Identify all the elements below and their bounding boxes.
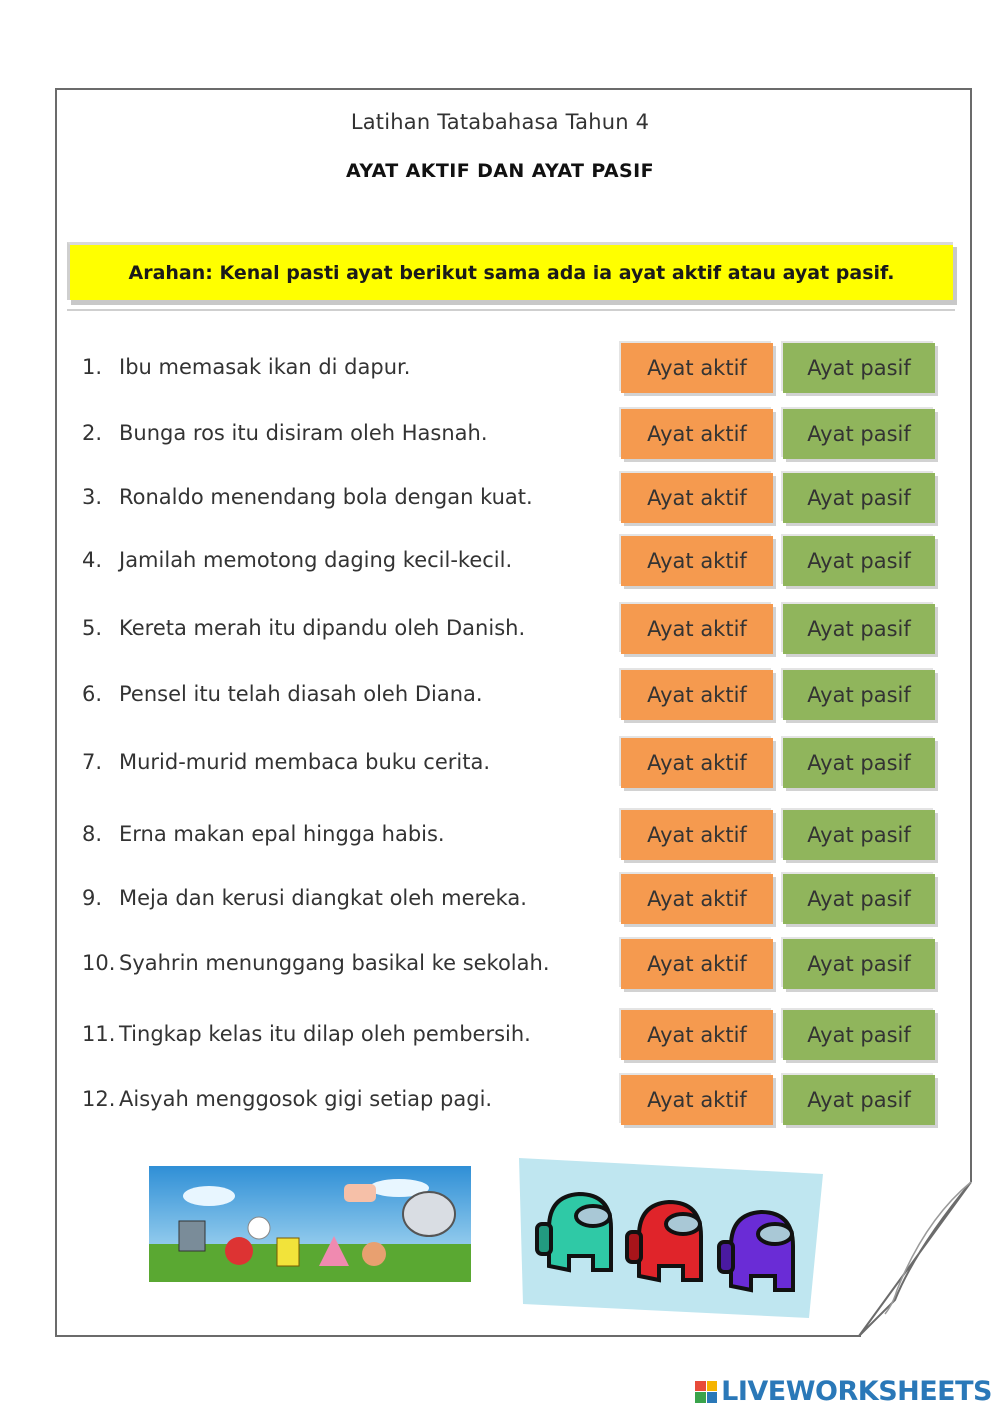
question-text: Pensel itu telah diasah oleh Diana. — [119, 682, 483, 706]
ayat-aktif-button[interactable]: Ayat aktif — [621, 536, 773, 586]
among-us-crewmates-icon — [519, 1158, 823, 1318]
instruction-banner: Arahan: Kenal pasti ayat berikut sama ada ia ayat aktif atau ayat pasif. — [67, 242, 953, 300]
ayat-pasif-button[interactable]: Ayat pasif — [783, 874, 935, 924]
ayat-pasif-button[interactable]: Ayat pasif — [783, 604, 935, 654]
question-text: Aisyah menggosok gigi setiap pagi. — [119, 1087, 493, 1111]
question-item — [82, 682, 483, 706]
ayat-pasif-button[interactable]: Ayat pasif — [783, 536, 935, 586]
ayat-pasif-button[interactable]: Ayat pasif — [783, 738, 935, 788]
question-text: Kereta merah itu dipandu oleh Danish. — [119, 616, 526, 640]
liveworksheets-icon — [695, 1381, 717, 1403]
question-item — [82, 616, 525, 640]
question-text: Erna makan epal hingga habis. — [119, 822, 445, 846]
ayat-pasif-button[interactable]: Ayat pasif — [783, 1010, 935, 1060]
brand-name: LIVEWORKSHEETS — [721, 1376, 992, 1407]
question-item — [82, 355, 410, 379]
ayat-aktif-button[interactable]: Ayat aktif — [621, 409, 773, 459]
liveworksheets-logo — [695, 1376, 992, 1407]
question-number: 10. — [82, 951, 116, 975]
question-number: 8. — [82, 822, 103, 846]
question-text: Meja dan kerusi diangkat oleh mereka. — [119, 886, 527, 910]
ayat-aktif-button[interactable]: Ayat aktif — [621, 604, 773, 654]
ayat-pasif-button[interactable]: Ayat pasif — [783, 810, 935, 860]
question-item — [82, 1022, 531, 1046]
question-number: 5. — [82, 616, 103, 640]
question-item — [82, 822, 445, 846]
ayat-pasif-button[interactable]: Ayat pasif — [783, 1075, 935, 1125]
ayat-aktif-button[interactable]: Ayat aktif — [621, 1075, 773, 1125]
worksheet-subtitle: Latihan Tatabahasa Tahun 4 — [350, 110, 650, 134]
question-item — [82, 485, 533, 509]
question-item — [82, 951, 550, 975]
cartoon-characters-icon — [149, 1166, 471, 1282]
ayat-aktif-button[interactable]: Ayat aktif — [621, 874, 773, 924]
question-number: 6. — [82, 682, 103, 706]
worksheet-title: AYAT AKTIF DAN AYAT PASIF — [346, 160, 654, 182]
question-text: Bunga ros itu disiram oleh Hasnah. — [119, 421, 488, 445]
ayat-aktif-button[interactable]: Ayat aktif — [621, 1010, 773, 1060]
ayat-aktif-button[interactable]: Ayat aktif — [621, 810, 773, 860]
question-text: Murid-murid membaca buku cerita. — [119, 750, 491, 774]
question-item — [82, 886, 527, 910]
question-text: Tingkap kelas itu dilap oleh pembersih. — [119, 1022, 531, 1046]
question-number: 1. — [82, 355, 103, 379]
ayat-pasif-button[interactable]: Ayat pasif — [783, 670, 935, 720]
question-item — [82, 548, 512, 572]
page-curl-icon — [855, 1180, 973, 1340]
ayat-aktif-button[interactable]: Ayat aktif — [621, 343, 773, 393]
ayat-pasif-button[interactable]: Ayat pasif — [783, 409, 935, 459]
question-number: 7. — [82, 750, 103, 774]
ayat-aktif-button[interactable]: Ayat aktif — [621, 738, 773, 788]
ayat-pasif-button[interactable]: Ayat pasif — [783, 343, 935, 393]
question-number: 11. — [82, 1022, 116, 1046]
ayat-pasif-button[interactable]: Ayat pasif — [783, 473, 935, 523]
question-item — [82, 1087, 492, 1111]
question-number: 12. — [82, 1087, 116, 1111]
ayat-aktif-button[interactable]: Ayat aktif — [621, 939, 773, 989]
question-number: 4. — [82, 548, 103, 572]
ayat-aktif-button[interactable]: Ayat aktif — [621, 670, 773, 720]
page-border-bottom — [55, 1335, 861, 1337]
question-item — [82, 421, 488, 445]
question-number: 3. — [82, 485, 103, 509]
question-text: Jamilah memotong daging kecil-kecil. — [119, 548, 513, 572]
question-text: Syahrin menunggang basikal ke sekolah. — [119, 951, 550, 975]
page-border-right — [970, 88, 972, 1182]
question-item — [82, 750, 490, 774]
question-number: 2. — [82, 421, 103, 445]
question-text: Ronaldo menendang bola dengan kuat. — [119, 485, 533, 509]
divider — [67, 309, 955, 311]
question-number: 9. — [82, 886, 103, 910]
question-text: Ibu memasak ikan di dapur. — [119, 355, 411, 379]
ayat-pasif-button[interactable]: Ayat pasif — [783, 939, 935, 989]
ayat-aktif-button[interactable]: Ayat aktif — [621, 473, 773, 523]
